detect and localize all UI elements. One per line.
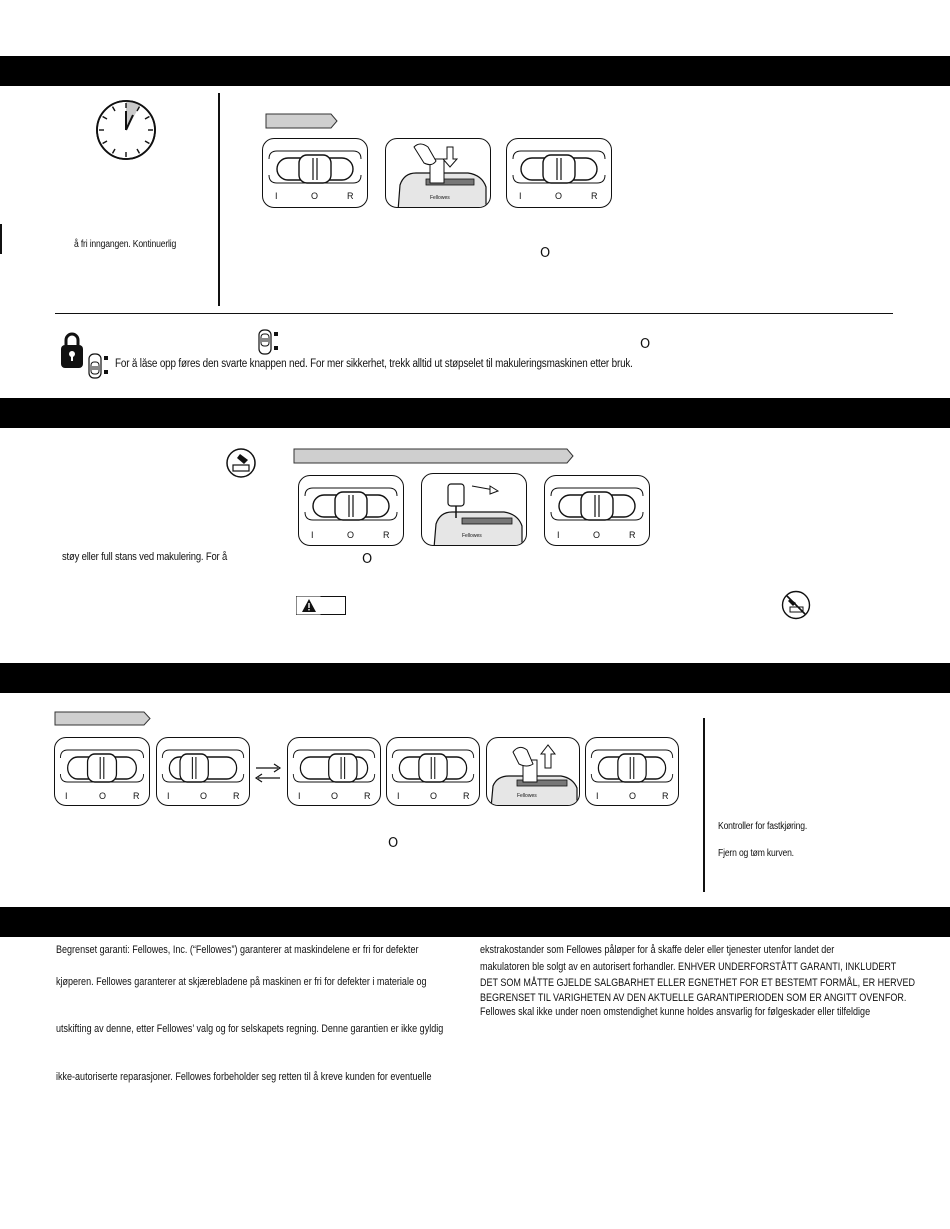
switch-graphic [55, 738, 149, 790]
switch-label-off: O [555, 191, 563, 201]
switch-panel [506, 138, 612, 208]
section-header-bar-1 [0, 56, 950, 86]
switch-label-on: I [275, 191, 278, 201]
switch-panel [585, 737, 679, 806]
section2-left-caption: støy eller full stans ved makulering. For å [62, 551, 228, 563]
switch-label-on: I [397, 791, 400, 801]
switch-label-off: O [430, 791, 438, 801]
section1-bottom-rule [55, 313, 893, 314]
switch-label-on: I [557, 530, 560, 540]
switch-label-off: O [99, 791, 107, 801]
switch-panel [54, 737, 150, 806]
shredder-brand-label: Fellowes [430, 195, 450, 201]
shredder-feed-panel [385, 138, 491, 208]
left-edge-mark [0, 224, 2, 254]
switch-label-off: O [629, 791, 637, 801]
section-header-bar-4 [0, 907, 950, 937]
section3-divider [703, 718, 705, 892]
section1-divider [218, 93, 220, 306]
switch-label-on: I [519, 191, 522, 201]
switch-label-off: O [593, 530, 601, 540]
switch-graphic [263, 139, 367, 191]
warranty-right-line: DET SOM MÅTTE GJELDE SALGBARHET ELLER EGNETHET FOR ET BESTEMT FORMÅL, ER HERVED [480, 977, 916, 989]
safety-lock-switch-icon [258, 329, 280, 355]
section-header-bar-2 [0, 398, 950, 428]
switch-label-off: O [347, 530, 355, 540]
lock-off-symbol: O [640, 337, 651, 352]
off-position-symbol: O [362, 552, 373, 567]
warranty-right-line: makulatoren ble solgt av en autorisert forhandler. ENHVER UNDERFORSTÅTT GARANTI, INKLUDERT [480, 961, 897, 973]
switch-label-reverse: R [591, 191, 598, 201]
shredder-brand-label: Fellowes [517, 793, 537, 799]
lock-instruction: For å låse opp føres den svarte knappen ned. For mer sikkerhet, trekk alltid ut støpselet til makuleringsmaskinen etter bruk. [115, 358, 633, 370]
switch-panel [298, 475, 404, 546]
switch-label-on: I [311, 530, 314, 540]
switch-label-reverse: R [662, 791, 669, 801]
switch-label-on: I [596, 791, 599, 801]
switch-graphic [387, 738, 479, 790]
shredder-oil-panel [421, 473, 527, 546]
switch-label-on: I [298, 791, 301, 801]
switch-label-reverse: R [133, 791, 140, 801]
tip-empty-basket: Fjern og tøm kurven. [718, 848, 794, 859]
switch-panel [262, 138, 368, 208]
double-arrow-icon [254, 762, 282, 784]
switch-graphic [288, 738, 380, 790]
warranty-right-line: Fellowes skal ikke under noen omstendighet kunne holdes ansvarlig for følgeskader eller tilfeldige [480, 1006, 871, 1018]
switch-panel [386, 737, 480, 806]
warranty-right-line: BEGRENSET TIL VARIGHETEN AV DEN AKTUELLE GARANTIPERIODEN SOM ER ANGITT OVENFOR. [480, 992, 907, 1004]
off-position-symbol: O [388, 836, 399, 851]
switch-label-reverse: R [233, 791, 240, 801]
switch-graphic [586, 738, 678, 790]
switch-label-reverse: R [383, 530, 390, 540]
step-arrow-tab [54, 711, 152, 726]
clock-icon [94, 98, 158, 162]
switch-label-reverse: R [463, 791, 470, 801]
off-position-symbol: O [540, 246, 551, 261]
switch-graphic [299, 476, 403, 528]
switch-graphic [507, 139, 611, 191]
switch-label-reverse: R [364, 791, 371, 801]
warning-icon [296, 596, 346, 615]
warranty-left-line: utskifting av denne, etter Fellowes’ valg og for selskapets regning. Denne garantien er ikke gyldig [56, 1023, 444, 1035]
warranty-left-line: ikke-autoriserte reparasjoner. Fellowes forbeholder seg retten til å kreve kunden for eventuelle [56, 1071, 432, 1083]
section1-left-caption: å fri inngangen. Kontinuerlig [74, 239, 177, 250]
no-aerosol-icon [781, 590, 811, 620]
switch-label-reverse: R [347, 191, 354, 201]
switch-label-off: O [311, 191, 319, 201]
switch-label-off: O [200, 791, 208, 801]
oil-shredder-icon [226, 448, 256, 478]
switch-label-reverse: R [629, 530, 636, 540]
step-arrow-tab [265, 113, 339, 129]
section-header-bar-3 [0, 663, 950, 693]
unlock-switch-icon [88, 353, 110, 379]
switch-panel [287, 737, 381, 806]
switch-graphic [545, 476, 649, 528]
switch-graphic [157, 738, 249, 790]
switch-panel [156, 737, 250, 806]
shredder-brand-label: Fellowes [462, 533, 482, 539]
lock-icon [60, 330, 84, 370]
step-arrow-tab [293, 448, 575, 464]
shredder-remove-panel [486, 737, 580, 806]
switch-label-on: I [167, 791, 170, 801]
warranty-left-line: Begrenset garanti: Fellowes, Inc. (“Fellowes”) garanterer at maskindelene er fri for defekter [56, 944, 419, 956]
tip-check-jam: Kontroller for fastkjøring. [718, 821, 808, 832]
switch-label-on: I [65, 791, 68, 801]
warranty-left-line: kjøperen. Fellowes garanterer at skjærebladene på maskinen er fri for defekter i materiale og [56, 976, 427, 988]
switch-label-off: O [331, 791, 339, 801]
switch-panel [544, 475, 650, 546]
warranty-right-line: ekstrakostander som Fellowes påløper for å skaffe deler eller tjenester utenfor landet der [480, 944, 835, 956]
